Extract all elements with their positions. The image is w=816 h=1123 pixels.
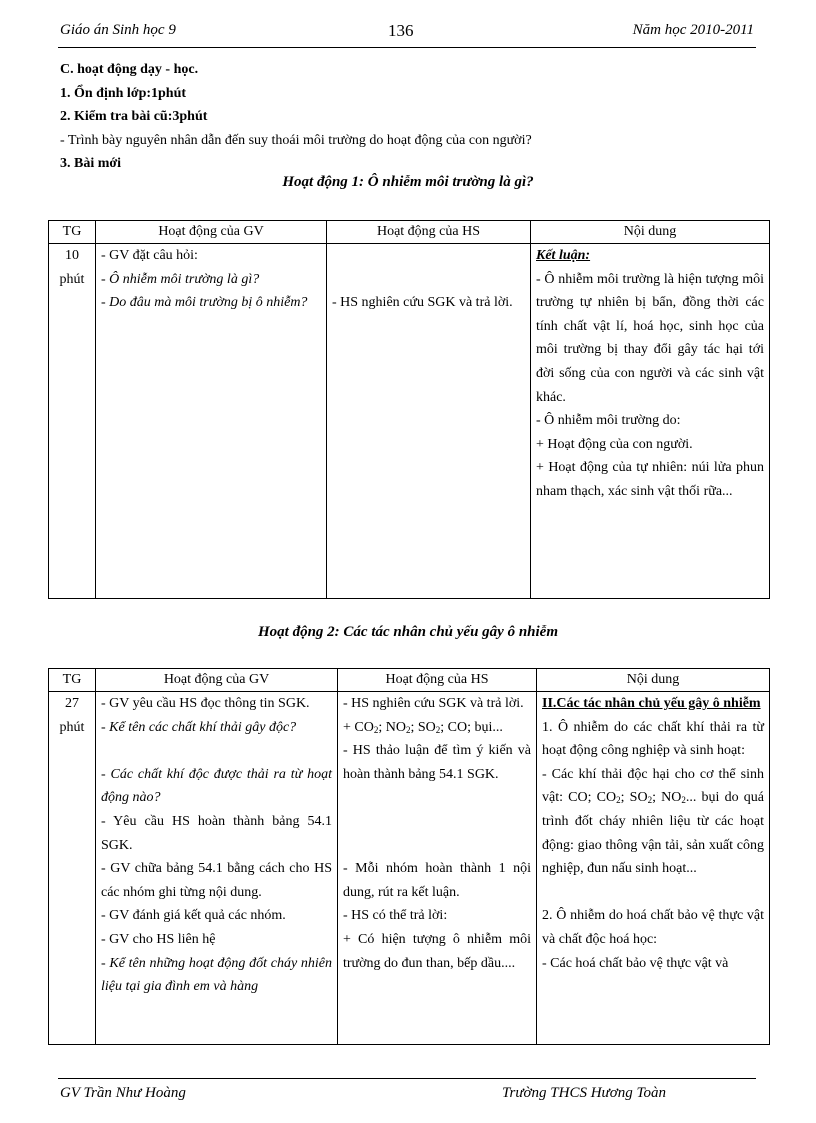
step-1: 1. Ổn định lớp:1phút [60, 85, 187, 101]
col-header-gv: Hoạt động của GV [96, 669, 338, 692]
conclusion-heading: Kết luận: [536, 248, 591, 263]
header-left: Giáo án Sinh học 9 [60, 22, 176, 38]
section-c-heading: C. hoạt động dạy - học. [60, 62, 199, 77]
review-question: - Trình bày nguyên nhân dẫn đến suy thoái môi trường do hoạt động của con người? [60, 132, 532, 148]
header-divider [58, 47, 756, 48]
hs-line: + Có hiện tượng ô nhiễm môi trường do đun than, bếp dầu.... [343, 931, 531, 971]
nd-line: 1. Ô nhiễm do các chất khí thải ra từ hoạt động công nghiệp và sinh hoạt: [542, 719, 764, 759]
gv-line: - Kể tên các chất khí thải gây độc? [101, 719, 297, 735]
gv-line: - Do đâu mà môi trường bị ô nhiễm? [101, 295, 308, 311]
table-row [49, 244, 770, 599]
nd-line: - Các hoá chất bảo vệ thực vật và [542, 955, 729, 971]
header-right: Năm học 2010-2011 [632, 22, 754, 38]
hs-formula-line: + $CO_2$; $NO_2$; $SO_2$; CO; bụi... [343, 719, 503, 735]
nd-cell [531, 244, 770, 599]
col-header-tg: TG [49, 669, 96, 692]
footer-teacher: GV Trần Như Hoàng [60, 1085, 186, 1101]
gv-line: - GV yêu cầu HS đọc thông tin SGK. [101, 696, 310, 711]
page-number: 136 [388, 21, 414, 40]
col-header-tg: TG [49, 221, 96, 244]
tg-value: 27 [65, 696, 79, 711]
nd-line: + Hoạt động của con người. [536, 436, 693, 452]
col-header-hs: Hoạt động của HS [327, 221, 531, 244]
hs-line: - HS nghiên cứu SGK và trả lời. [332, 295, 513, 310]
gv-line: - Yêu cầu HS hoàn thành bảng 54.1 SGK. [101, 813, 332, 853]
table-header-row [49, 221, 770, 244]
gv-line: - GV cho HS liên hệ [101, 931, 216, 947]
footer-school: Trường THCS Hương Toàn [502, 1085, 666, 1101]
tg-cell [49, 692, 96, 1045]
activity-1-title: Hoạt động 1: Ô nhiễm môi trường là gì? [282, 174, 534, 190]
gv-cell [96, 244, 327, 599]
activity-2-title: Hoạt động 2: Các tác nhân chủ yếu gây ô nhiễm [257, 624, 559, 640]
section-ii-heading: II.Các tác nhân chủ yếu gây ô nhiễm [542, 696, 761, 711]
nd-line: + Hoạt động của tự nhiên: núi lửa phun nham thạch, xác sinh vật thối rữa... [536, 460, 764, 499]
nd-line: 2. Ô nhiễm do hoá chất bảo vệ thực vật và chất độc hoá học: [542, 908, 764, 947]
tg-unit: phút [59, 271, 85, 287]
gv-line: - GV đánh giá kết quả các nhóm. [101, 908, 286, 924]
gv-line: - Ô nhiễm môi trường là gì? [101, 271, 260, 287]
hs-line: - HS nghiên cứu SGK và trả lời. [343, 696, 524, 711]
tg-unit: phút [59, 719, 85, 735]
hs-cell [327, 244, 531, 599]
gv-cell [96, 692, 338, 1045]
hs-line: - HS có thể trả lời: [343, 908, 448, 924]
col-header-nd: Nội dung [531, 221, 770, 244]
footer-divider [58, 1078, 756, 1079]
table-row [49, 692, 770, 1045]
nd-formula-line: - Các khí thải độc hại cho cơ thể sinh vật: CO; $CO_2$; $SO_2$; $NO_2$... bụi do quá trình đốt cháy nhiên liệu từ các hoạt động: giao thông vận tải, sản xuất công nghiệp, đun nấu sinh hoạt... [542, 766, 764, 877]
nd-line: - Ô nhiễm môi trường là hiện tượng môi trường tự nhiên bị bẩn, đồng thời các tính chất vật lí, hoá học, sinh học của môi trường bị thay đổi gây tác hại tới đời sống của con người và các sinh vật khác. [536, 271, 764, 405]
tg-value: 10 [65, 248, 79, 263]
table-header-row [49, 669, 770, 692]
step-2: 2. Kiểm tra bài cũ:3phút [60, 109, 208, 124]
nd-line: - Ô nhiễm môi trường do: [536, 413, 681, 429]
gv-line: - GV chữa bảng 54.1 bằng cách cho HS các nhóm ghi từng nội dung. [101, 861, 332, 900]
col-header-nd: Nội dung [537, 669, 770, 692]
gv-line: - Kể tên những hoạt động đốt cháy nhiên liệu tại gia đình em và hàng [101, 955, 332, 995]
activity-2-table [48, 668, 770, 1045]
step-3: 3. Bài mới [60, 156, 122, 171]
tg-cell [49, 244, 96, 599]
hs-line: - HS thảo luận để tìm ý kiến và hoàn thành bảng 54.1 SGK. [343, 743, 531, 782]
activity-1-table [48, 220, 770, 599]
col-header-gv: Hoạt động của GV [96, 221, 327, 244]
gv-line: - GV đặt câu hỏi: [101, 248, 198, 263]
hs-line: - Mỗi nhóm hoàn thành 1 nội dung, rút ra kết luận. [343, 861, 531, 900]
nd-cell [537, 692, 770, 1045]
hs-cell [338, 692, 537, 1045]
intro-section [60, 58, 760, 176]
col-header-hs: Hoạt động của HS [338, 669, 537, 692]
gv-line: - Các chất khí độc được thải ra từ hoạt động nào? [101, 766, 332, 806]
